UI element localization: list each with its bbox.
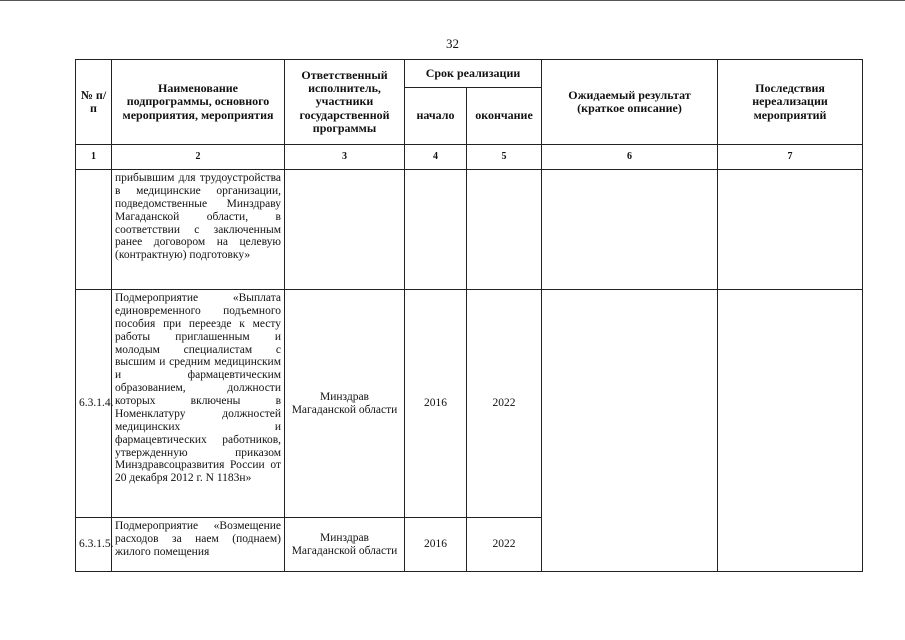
- end-year: 2022: [467, 290, 542, 518]
- consequences: [718, 170, 863, 290]
- row-number: 6.3.1.4.: [76, 290, 112, 518]
- table-row: [76, 290, 863, 518]
- executor: Минздрав Магаданской области: [285, 290, 405, 518]
- executor: [285, 170, 405, 290]
- start-year: 2016: [405, 290, 467, 518]
- program-measures-table: [75, 59, 863, 572]
- table-row: [76, 170, 863, 290]
- expected-result: [542, 170, 718, 290]
- header-end: окончание: [467, 88, 542, 145]
- measure-name: прибывшим для трудоустройства в медицинские организации, подведомственные Минздраву Магаданской области, в соответствии с заключенным ранее договором на целевую (контрактную) подготовку»: [112, 170, 285, 290]
- row-number: [76, 170, 112, 290]
- column-number: 1: [76, 145, 112, 170]
- header-executor: Ответственный исполнитель, участники государственной программы: [285, 60, 405, 145]
- measure-name: Подмероприятие «Возмещение расходов за наем (поднаем) жилого помещения: [112, 518, 285, 572]
- header-name: Наименование подпрограммы, основного мероприятия, мероприятия: [112, 60, 285, 145]
- consequences: [718, 290, 863, 572]
- start-year: 2016: [405, 518, 467, 572]
- header-num: № п/п: [76, 60, 112, 145]
- page-number: 32: [446, 36, 459, 51]
- column-number: 4: [405, 145, 467, 170]
- column-number: 7: [718, 145, 863, 170]
- end-year: 2022: [467, 518, 542, 572]
- column-number: 3: [285, 145, 405, 170]
- header-term: Срок реализации: [405, 60, 542, 88]
- column-number: 6: [542, 145, 718, 170]
- measure-name: Подмероприятие «Выплата единовременного подъемного пособия при переезде к месту работы приглашенным и молодым специалистам с высшим и средним медицинским и фармацевтическим образованием, должности которых включены в Номенклатуру должностей медицинских и фармацевтических работников, утвержденную приказом Минздравсоцразвития России от 20 декабря 2012 г. N 1183н»: [112, 290, 285, 518]
- start-year: [405, 170, 467, 290]
- header-consequences: Последствия нереализации мероприятий: [718, 60, 863, 145]
- expected-result: [542, 290, 718, 572]
- scan-top-edge: [0, 0, 905, 1]
- end-year: [467, 170, 542, 290]
- header-start: начало: [405, 88, 467, 145]
- header-result: Ожидаемый результат (краткое описание): [542, 60, 718, 145]
- executor: Минздрав Магаданской области: [285, 518, 405, 572]
- column-number: 2: [112, 145, 285, 170]
- column-number-row: [76, 145, 863, 170]
- row-number: 6.3.1.5.: [76, 518, 112, 572]
- column-number: 5: [467, 145, 542, 170]
